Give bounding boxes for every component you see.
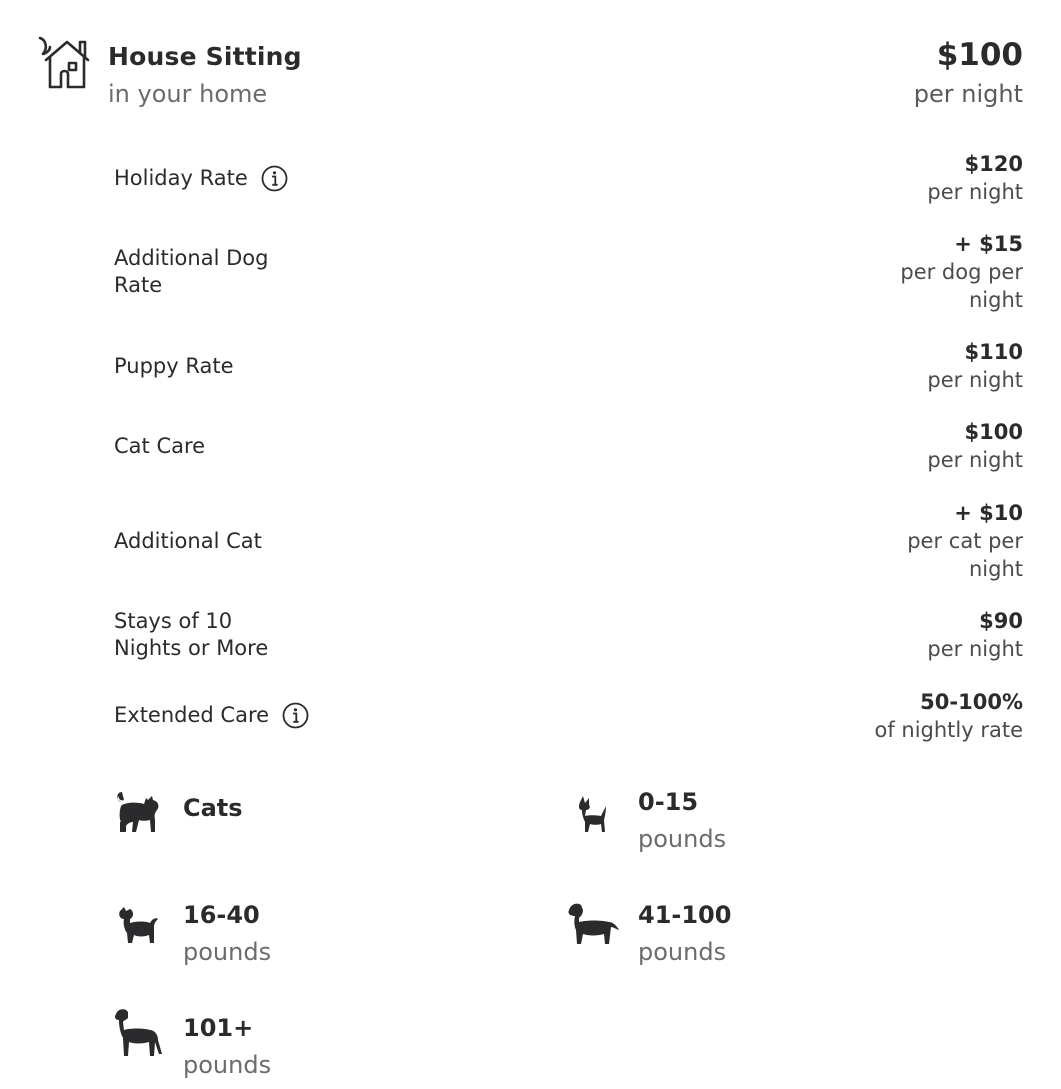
- rate-row-long-stay-label: [114, 608, 279, 662]
- rate-price: + $15: [954, 232, 1023, 256]
- pet-size-title: 101+: [183, 1014, 254, 1042]
- pet-size-unit: pounds: [183, 1051, 272, 1079]
- rate-unit: per night: [927, 637, 1023, 661]
- service-price-unit: per night: [913, 80, 1023, 108]
- pet-size-unit: pounds: [638, 825, 727, 853]
- rate-label: Puppy Rate: [114, 354, 234, 378]
- rate-row-puppy-label: [114, 353, 234, 380]
- pet-size-unit: pounds: [638, 938, 727, 966]
- rate-row-cat-care-label: [114, 433, 205, 460]
- rate-label: Holiday Rate: [114, 166, 248, 190]
- pet-size-title: 0-15: [638, 788, 699, 816]
- rate-price: + $10: [954, 501, 1023, 525]
- service-subtitle: in your home: [108, 80, 268, 108]
- pet-size-title: Cats: [183, 794, 243, 822]
- rate-label: Stays of 10 Nights or More: [114, 609, 269, 660]
- rate-label: Additional Cat: [114, 529, 262, 553]
- rate-unit: per dog per night: [900, 260, 1023, 312]
- service-title: House Sitting: [108, 42, 302, 71]
- rate-price: $90: [979, 609, 1023, 633]
- service-price: $100: [936, 37, 1023, 73]
- info-icon[interactable]: [261, 165, 288, 192]
- rate-price: $120: [964, 152, 1023, 176]
- rate-unit: per night: [927, 180, 1023, 204]
- rate-row-holiday-label: [114, 165, 288, 192]
- rate-label: Cat Care: [114, 434, 206, 458]
- giant-dog-icon: [110, 1006, 162, 1058]
- pet-size-unit: pounds: [183, 938, 272, 966]
- pet-size-title: 16-40: [183, 901, 260, 929]
- rate-row-extended-care-label: [114, 702, 309, 729]
- info-icon[interactable]: [282, 702, 309, 729]
- large-dog-icon: [565, 900, 617, 952]
- rate-row-additional-cat-label: [114, 528, 262, 555]
- house-moon-icon: [36, 36, 90, 90]
- rate-unit: per night: [927, 368, 1023, 392]
- medium-dog-icon: [114, 903, 166, 955]
- rate-unit: of nightly rate: [874, 718, 1023, 742]
- rate-unit: per night: [927, 448, 1023, 472]
- rate-label: Additional Dog Rate: [114, 246, 269, 297]
- rate-label: Extended Care: [114, 703, 270, 727]
- rate-price: $100: [964, 420, 1023, 444]
- pet-size-title: 41-100: [638, 901, 732, 929]
- rate-unit: per cat per night: [907, 529, 1023, 581]
- rate-row-additional-dog-label: [114, 245, 284, 299]
- cat-icon: [112, 786, 164, 838]
- rate-price: $110: [964, 340, 1023, 364]
- rate-price: 50-100%: [920, 690, 1023, 714]
- small-dog-icon: [572, 792, 624, 844]
